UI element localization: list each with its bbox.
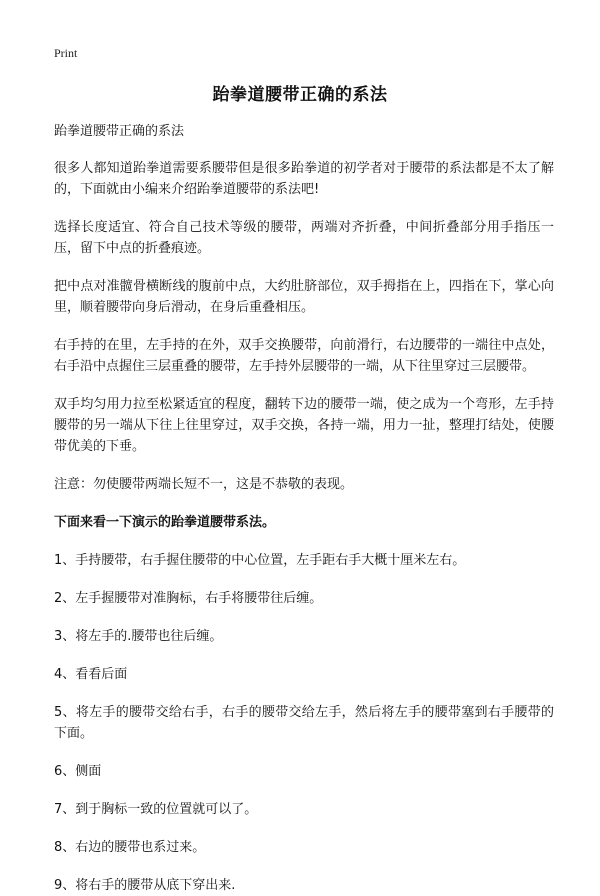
demo-step: 1、手持腰带，右手握住腰带的中心位置，左手距右手大概十厘米左右。 [54, 553, 466, 568]
demo-step: 8、右边的腰带也系过来。 [54, 840, 206, 855]
demo-step: 7、到于胸标一致的位置就可以了。 [54, 802, 258, 817]
step-paragraph: 右手持的在里，左手持的在外，双手交换腰带，向前滑行，右边腰带的一端往中点处，右手沿中点握住三层重叠的腰带，左手持外层腰带的一端，从下往里穿过三层腰带。 [54, 338, 554, 374]
demo-step: 9、将右手的腰带从底下穿出来. [54, 878, 236, 893]
step-paragraph: 把中点对准髋骨横断线的腹前中点，大约肚脐部位，双手拇指在上，四指在下，掌心向里，顺着腰带向身后滑动，在身后重叠相压。 [54, 279, 554, 315]
article-body [54, 121, 554, 896]
demo-step: 2、左手握腰带对准胸标，右手将腰带往后缠。 [54, 591, 323, 606]
article-subtitle: 跆拳道腰带正确的系法 [54, 124, 185, 139]
step-paragraph: 双手均匀用力拉至松紧适宜的程度，翻转下边的腰带一端，使之成为一个弯形，左手持腰带的另一端从下往上往里穿过，双手交换，各持一端，用力一扯，整理打结处，使腰带优美的下垂。 [54, 397, 554, 454]
step-paragraph: 选择长度适宜、符合自己技术等级的腰带，两端对齐折叠，中间折叠部分用手指压一压，留下中点的折叠痕迹。 [54, 220, 554, 256]
demo-step: 5、将左手的腰带交给右手，右手的腰带交给左手，然后将左手的腰带塞到右手腰带的下面。 [54, 705, 554, 741]
notice-paragraph: 注意：勿使腰带两端长短不一，这是不恭敬的表现。 [54, 477, 354, 492]
section-heading: 下面来看一下演示的跆拳道腰带系法。 [54, 515, 276, 530]
demo-step: 3、将左手的.腰带也往后缠。 [54, 629, 223, 644]
intro-paragraph: 很多人都知道跆拳道需要系腰带但是很多跆拳道的初学者对于腰带的系法都是不太了解的，下面就由小编来介绍跆拳道腰带的系法吧! [54, 161, 554, 197]
demo-step: 6、侧面 [54, 764, 102, 779]
demo-step: 4、看看后面 [54, 667, 128, 682]
page-title: 跆拳道腰带正确的系法 [212, 85, 388, 105]
print-link[interactable]: Print [54, 46, 78, 60]
